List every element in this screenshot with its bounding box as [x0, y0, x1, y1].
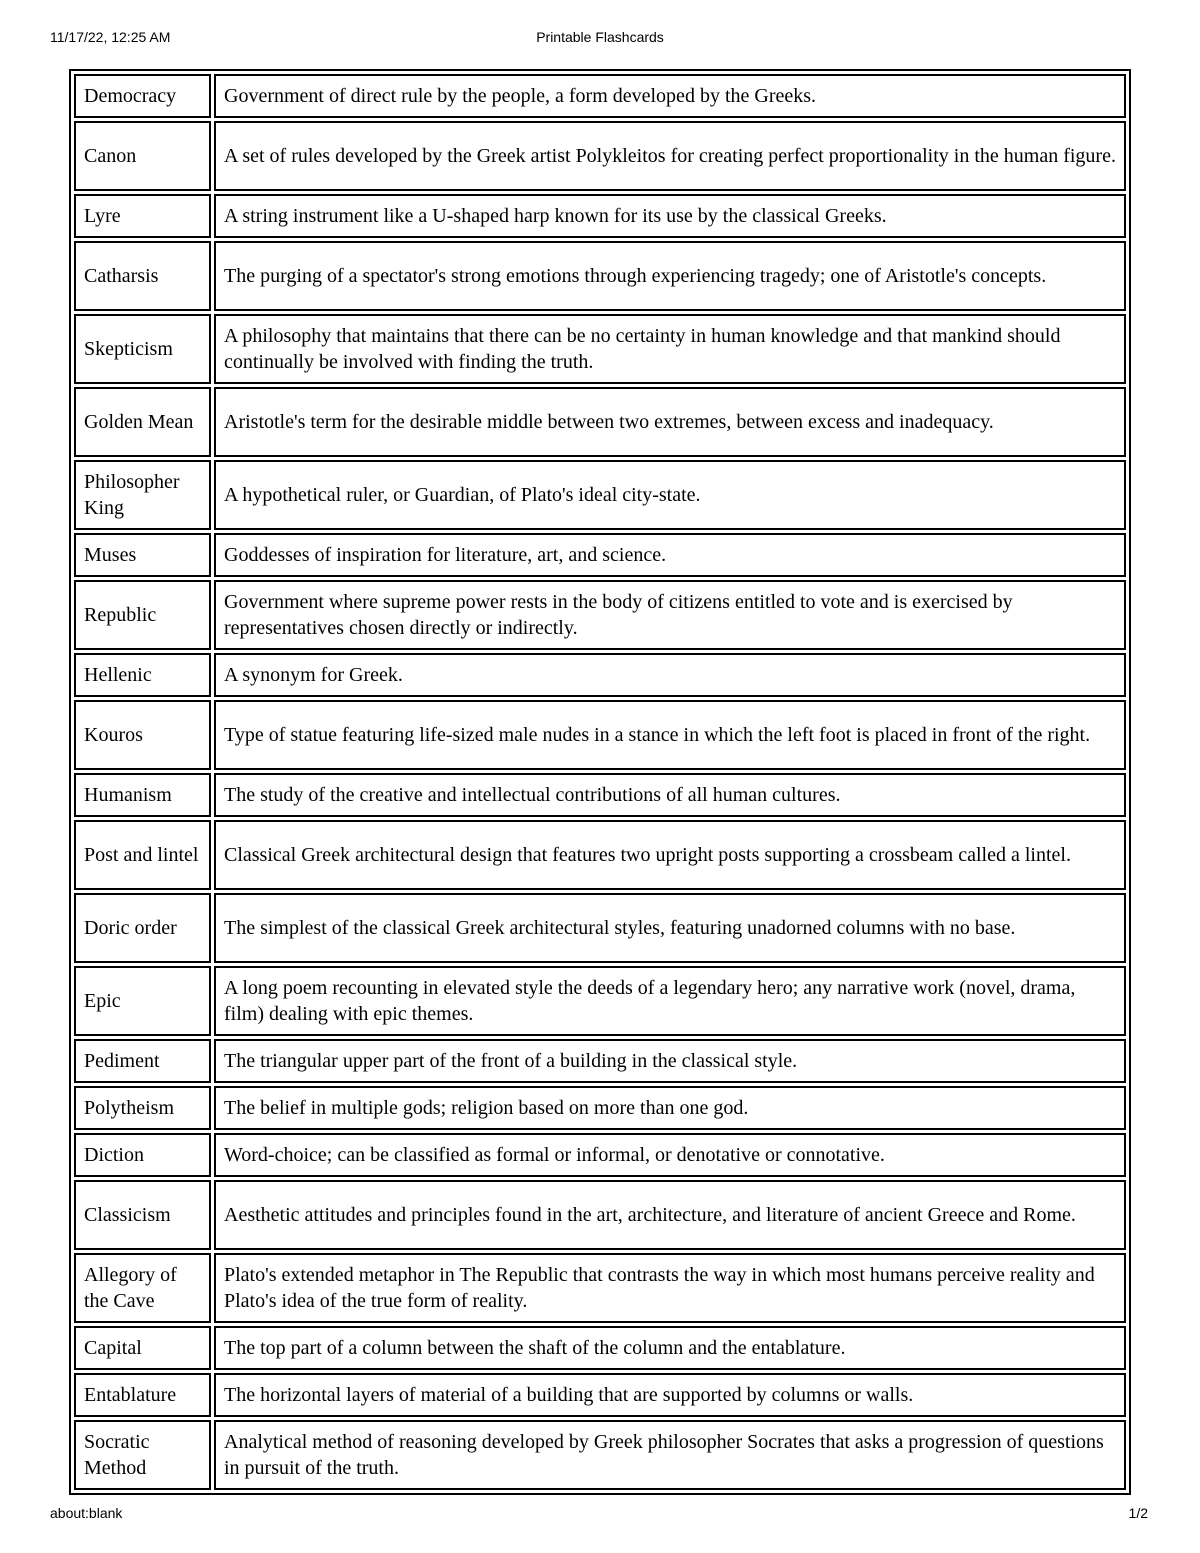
flashcard-row — [74, 194, 1126, 238]
flashcard-table — [69, 69, 1131, 1495]
flashcard-row — [74, 241, 1126, 311]
flashcard-definition: Analytical method of reasoning developed by Greek philosopher Socrates that asks a progression of questions in pursuit of the truth. — [214, 1420, 1126, 1490]
page-number: 1/2 — [1128, 1505, 1148, 1521]
flashcard-term: Socratic Method — [74, 1420, 211, 1490]
flashcard-definition: Classical Greek architectural design that features two upright posts supporting a crossbeam called a lintel. — [214, 820, 1126, 890]
flashcard-row — [74, 1086, 1126, 1130]
print-timestamp: 11/17/22, 12:25 AM — [50, 29, 171, 45]
flashcard-definition: Type of statue featuring life-sized male nudes in a stance in which the left foot is placed in front of the right. — [214, 700, 1126, 770]
flashcard-term: Kouros — [74, 700, 211, 770]
flashcard-row — [74, 460, 1126, 530]
flashcard-row — [74, 121, 1126, 191]
flashcard-definition: The top part of a column between the shaft of the column and the entablature. — [214, 1326, 1126, 1370]
flashcard-definition: Goddesses of inspiration for literature, art, and science. — [214, 533, 1126, 577]
flashcard-definition: Government of direct rule by the people, a form developed by the Greeks. — [214, 74, 1126, 118]
flashcard-definition: The purging of a spectator's strong emotions through experiencing tragedy; one of Aristotle's concepts. — [214, 241, 1126, 311]
flashcard-definition: Aesthetic attitudes and principles found in the art, architecture, and literature of ancient Greece and Rome. — [214, 1180, 1126, 1250]
flashcard-definition: Government where supreme power rests in the body of citizens entitled to vote and is exercised by representatives chosen directly or indirectly. — [214, 580, 1126, 650]
flashcard-definition: A set of rules developed by the Greek artist Polykleitos for creating perfect proportionality in the human figure. — [214, 121, 1126, 191]
flashcard-term: Diction — [74, 1133, 211, 1177]
flashcard-definition: A hypothetical ruler, or Guardian, of Plato's ideal city-state. — [214, 460, 1126, 530]
flashcard-term: Capital — [74, 1326, 211, 1370]
flashcard-row — [74, 387, 1126, 457]
flashcard-term: Republic — [74, 580, 211, 650]
flashcard-row — [74, 1039, 1126, 1083]
flashcard-row — [74, 74, 1126, 118]
flashcard-term: Allegory of the Cave — [74, 1253, 211, 1323]
flashcard-row — [74, 700, 1126, 770]
page-url: about:blank — [50, 1505, 123, 1521]
page-title: Printable Flashcards — [536, 29, 664, 45]
flashcard-term: Philosopher King — [74, 460, 211, 530]
flashcard-definition: The simplest of the classical Greek architectural styles, featuring unadorned columns with no base. — [214, 893, 1126, 963]
flashcard-definition: A string instrument like a U-shaped harp known for its use by the classical Greeks. — [214, 194, 1126, 238]
flashcard-definition: The study of the creative and intellectual contributions of all human cultures. — [214, 773, 1126, 817]
flashcard-definition: The triangular upper part of the front of a building in the classical style. — [214, 1039, 1126, 1083]
flashcard-term: Classicism — [74, 1180, 211, 1250]
flashcard-row — [74, 1253, 1126, 1323]
flashcard-term: Polytheism — [74, 1086, 211, 1130]
flashcard-definition: Aristotle's term for the desirable middle between two extremes, between excess and inadequacy. — [214, 387, 1126, 457]
flashcard-row — [74, 653, 1126, 697]
flashcard-row — [74, 580, 1126, 650]
flashcard-row — [74, 966, 1126, 1036]
flashcard-term: Pediment — [74, 1039, 211, 1083]
flashcard-row — [74, 1133, 1126, 1177]
flashcard-row — [74, 893, 1126, 963]
flashcard-definition: A synonym for Greek. — [214, 653, 1126, 697]
flashcard-term: Democracy — [74, 74, 211, 118]
flashcard-definition: A long poem recounting in elevated style the deeds of a legendary hero; any narrative work (novel, drama, film) dealing with epic themes. — [214, 966, 1126, 1036]
flashcard-term: Entablature — [74, 1373, 211, 1417]
flashcard-term: Humanism — [74, 773, 211, 817]
flashcard-row — [74, 314, 1126, 384]
flashcard-definition: Word-choice; can be classified as formal or informal, or denotative or connotative. — [214, 1133, 1126, 1177]
flashcard-row — [74, 533, 1126, 577]
flashcard-row — [74, 773, 1126, 817]
flashcard-term: Golden Mean — [74, 387, 211, 457]
flashcard-row — [74, 820, 1126, 890]
flashcard-term: Skepticism — [74, 314, 211, 384]
flashcard-definition: The belief in multiple gods; religion based on more than one god. — [214, 1086, 1126, 1130]
flashcard-term: Doric order — [74, 893, 211, 963]
flashcard-row — [74, 1180, 1126, 1250]
flashcard-row — [74, 1373, 1126, 1417]
flashcard-term: Hellenic — [74, 653, 211, 697]
flashcard-row — [74, 1326, 1126, 1370]
flashcard-term: Catharsis — [74, 241, 211, 311]
flashcard-term: Post and lintel — [74, 820, 211, 890]
flashcard-term: Epic — [74, 966, 211, 1036]
flashcard-row — [74, 1420, 1126, 1490]
flashcard-definition: A philosophy that maintains that there can be no certainty in human knowledge and that mankind should continually be involved with finding the truth. — [214, 314, 1126, 384]
flashcard-term: Muses — [74, 533, 211, 577]
flashcard-definition: Plato's extended metaphor in The Republic that contrasts the way in which most humans perceive reality and Plato's idea of the true form of reality. — [214, 1253, 1126, 1323]
flashcard-term: Lyre — [74, 194, 211, 238]
flashcard-term: Canon — [74, 121, 211, 191]
flashcard-definition: The horizontal layers of material of a building that are supported by columns or walls. — [214, 1373, 1126, 1417]
